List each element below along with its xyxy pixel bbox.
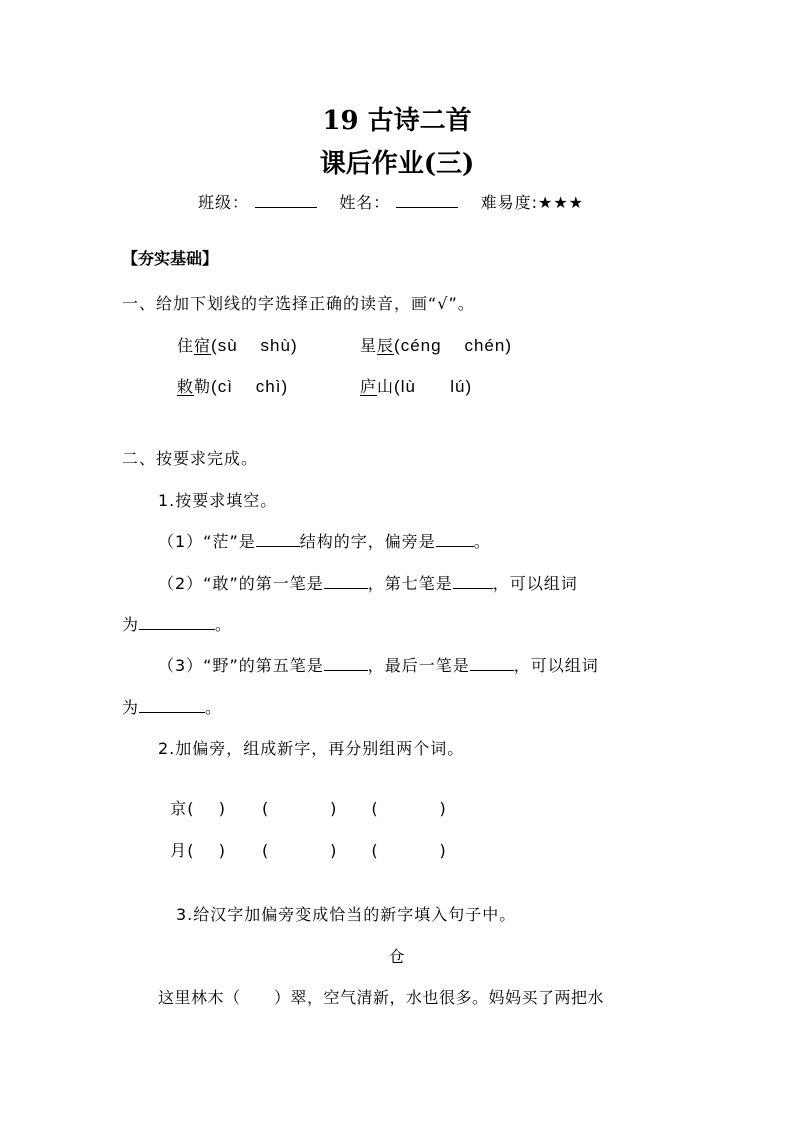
q1-title: 一、给加下划线的字选择正确的读音，画“√”。 bbox=[122, 294, 475, 313]
q2-sub3-title: 3.给汉字加偏旁变成恰当的新字填入句子中。 bbox=[176, 905, 517, 924]
q1-item-3: 敕勒(cì chì) bbox=[177, 377, 289, 396]
q2-sub1-line2: （2）“敢”的第一笔是 ，第七笔是 ，可以组词 bbox=[158, 574, 578, 593]
q2-sub2-row-2 bbox=[158, 819, 447, 861]
q2-sub1-line3-cont: 为 。 bbox=[122, 698, 223, 717]
q1-item-2: 星辰(céng chén) bbox=[360, 336, 512, 355]
word-box[interactable]: ( ) bbox=[262, 799, 338, 818]
q2-title: 二、按要求完成。 bbox=[122, 449, 259, 468]
q2-sub1-line2-cont: 为 。 bbox=[122, 615, 233, 634]
pinyin-options[interactable]: (lù lú) bbox=[394, 377, 473, 396]
info-line bbox=[198, 190, 584, 213]
structure-blank[interactable] bbox=[256, 532, 300, 547]
fill-sentence: 这里林木（ ）翠，空气清新，水也很多。妈妈买了两把水 bbox=[158, 988, 605, 1007]
word-box[interactable]: ( ) bbox=[262, 841, 338, 860]
q1-item-1: 住宿(sù shù) bbox=[177, 336, 298, 355]
word-blank[interactable] bbox=[139, 698, 205, 713]
fifth-stroke-blank[interactable] bbox=[324, 656, 368, 671]
underlined-char: 辰 bbox=[377, 336, 395, 355]
underlined-char: 宿 bbox=[194, 336, 212, 355]
q2-sub2-title: 2.加偏旁，组成新字，再分别组两个词。 bbox=[158, 739, 465, 758]
base-char: 京 bbox=[170, 799, 188, 818]
last-stroke-blank[interactable] bbox=[470, 656, 514, 671]
word-blank[interactable] bbox=[139, 615, 215, 630]
page-title: 19 古诗二首 bbox=[322, 106, 472, 136]
q2-sub1-line3: （3）“野”的第五笔是 ，最后一笔是 ，可以组词 bbox=[158, 656, 599, 675]
radical-blank[interactable] bbox=[436, 532, 474, 547]
word-box[interactable]: ( ) bbox=[371, 841, 447, 860]
class-label: 班级： bbox=[198, 193, 250, 212]
section-heading: 【夯实基础】 bbox=[122, 249, 219, 268]
seventh-stroke-blank[interactable] bbox=[453, 574, 493, 589]
pinyin-options[interactable]: (cì chì) bbox=[211, 377, 289, 396]
page-subtitle: 课后作业(三) bbox=[319, 149, 475, 179]
base-char: 月 bbox=[170, 841, 188, 860]
underlined-char: 敕 bbox=[177, 377, 195, 396]
pinyin-options[interactable]: (céng chén) bbox=[394, 336, 512, 355]
name-blank[interactable] bbox=[396, 193, 458, 208]
name-label: 姓名： bbox=[339, 193, 391, 212]
underlined-char: 庐 bbox=[360, 377, 378, 396]
q2-sub2-row-1 bbox=[158, 777, 447, 819]
first-stroke-blank[interactable] bbox=[324, 574, 368, 589]
pinyin-options[interactable]: (sù shù) bbox=[211, 336, 298, 355]
new-char-box[interactable]: ( ) bbox=[187, 841, 227, 860]
q2-sub1-line1: （1）“茫”是 结构的字，偏旁是 。 bbox=[158, 532, 491, 551]
q1-item-4: 庐山(lù lú) bbox=[360, 377, 473, 396]
class-blank[interactable] bbox=[255, 193, 317, 208]
difficulty-label: 难易度:★★★ bbox=[480, 193, 585, 212]
word-box[interactable]: ( ) bbox=[371, 799, 447, 818]
given-char: 仓 bbox=[388, 947, 406, 966]
new-char-box[interactable]: ( ) bbox=[187, 799, 227, 818]
q2-sub1-title: 1.按要求填空。 bbox=[158, 491, 278, 510]
